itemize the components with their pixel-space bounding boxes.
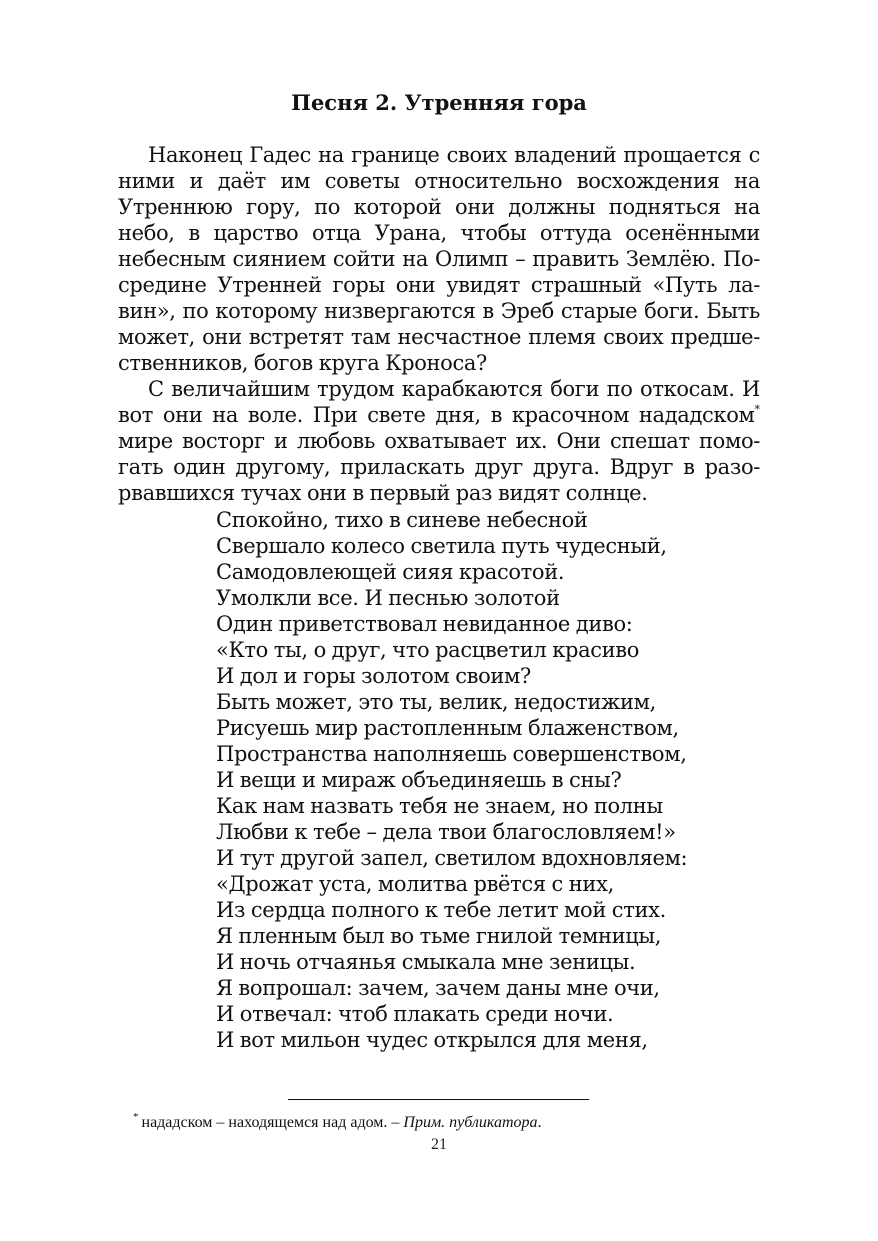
paragraph-line: Утреннюю гору, по которой они должны подняться на (118, 195, 760, 219)
verse-line: Быть может, это ты, велик, недостижим, (216, 690, 656, 714)
footnote-trailing: . (537, 1114, 542, 1131)
paragraph-line: ственников, богов круга Кроноса? (118, 351, 487, 375)
verse-line: Умолкли все. И песнью золотой (216, 586, 560, 610)
footnote-note-italic: Прим. публикатора (403, 1114, 538, 1131)
footnote-reference[interactable]: * (754, 403, 760, 416)
verse-line: Пространства наполняешь совершенством, (216, 742, 687, 766)
verse-line: И вещи и мираж объединяешь в сны? (216, 768, 622, 792)
verse-line: Я пленным был во тьме гнилой темницы, (216, 924, 662, 948)
paragraph-line: средине Утренней горы они увидят страшный «Путь ла- (118, 273, 760, 297)
verse-line: Свершало колесо светила путь чудесный, (216, 534, 667, 558)
verse-line: Я вопрошал: зачем, зачем даны мне очи, (216, 976, 660, 1000)
paragraph-line: Наконец Гадес на границе своих владений прощается с (148, 143, 760, 167)
paragraph-1 (118, 142, 760, 376)
verse-line: И ночь отчаянья смыкала мне зеницы. (216, 950, 636, 974)
verse-line: Один приветствовал невиданное диво: (216, 612, 633, 636)
paragraph-2 (118, 376, 760, 506)
footnote-marker: * (133, 1111, 139, 1123)
page-number: 21 (431, 1136, 447, 1153)
paragraph-line: небесным сиянием сойти на Олимп – править Землёю. По- (118, 247, 760, 271)
paragraph-line: рвавшихся тучах они в первый раз видят солнце. (118, 481, 648, 505)
verse-line: «Дрожат уста, молитва рвётся с них, (216, 872, 614, 896)
paragraph-line: небо, в царство отца Урана, чтобы оттуда осенёнными (118, 221, 760, 245)
verse-line: Самодовлеющей сияя красотой. (216, 560, 565, 584)
verse-line: Спокойно, тихо в синеве небесной (216, 508, 588, 532)
paragraph-line: ними и даёт им советы относительно восхождения на (118, 169, 760, 193)
verse-line: Рисуешь мир растопленным блаженством, (216, 716, 679, 740)
verse-line: И тут другой запел, светилом вдохновляем: (216, 846, 688, 870)
verse-line: Из сердца полного к тебе летит мой стих. (216, 898, 666, 922)
footnote-text: нададском – находящемся над адом. – (141, 1114, 400, 1131)
footnote-divider (288, 1099, 589, 1100)
paragraph-line-with-footnote (118, 402, 760, 428)
chapter-heading: Песня 2. Утренняя гора (291, 90, 587, 115)
footnote (133, 1112, 542, 1134)
paragraph-line: С величайшим трудом карабкаются боги по откосам. И (148, 377, 760, 401)
paragraph-line-text: вот они на воле. При свете дня, в красочном нададском (118, 403, 755, 427)
verse-line: И вот мильон чудес открылся для меня, (216, 1028, 648, 1052)
verse-line: И отвечал: чтоб плакать среди ночи. (216, 1002, 614, 1026)
paragraph-line: вин», по которому низвергаются в Эреб старые боги. Быть (118, 299, 760, 323)
poem (216, 507, 687, 1053)
verse-line: Как нам назвать тебя не знаем, но полны (216, 794, 663, 818)
verse-line: «Кто ты, о друг, что расцветил красиво (216, 638, 640, 662)
verse-line: Любви к тебе – дела твои благословляем!» (216, 820, 676, 844)
verse-line: И дол и горы золотом своим? (216, 664, 531, 688)
paragraph-line: мире восторг и любовь охватывает их. Они спешат помо- (118, 429, 760, 453)
paragraph-line: может, они встретят там несчастное племя своих предше- (118, 325, 760, 349)
paragraph-line: гать один другому, приласкать друг друга. Вдруг в разо- (118, 455, 760, 479)
